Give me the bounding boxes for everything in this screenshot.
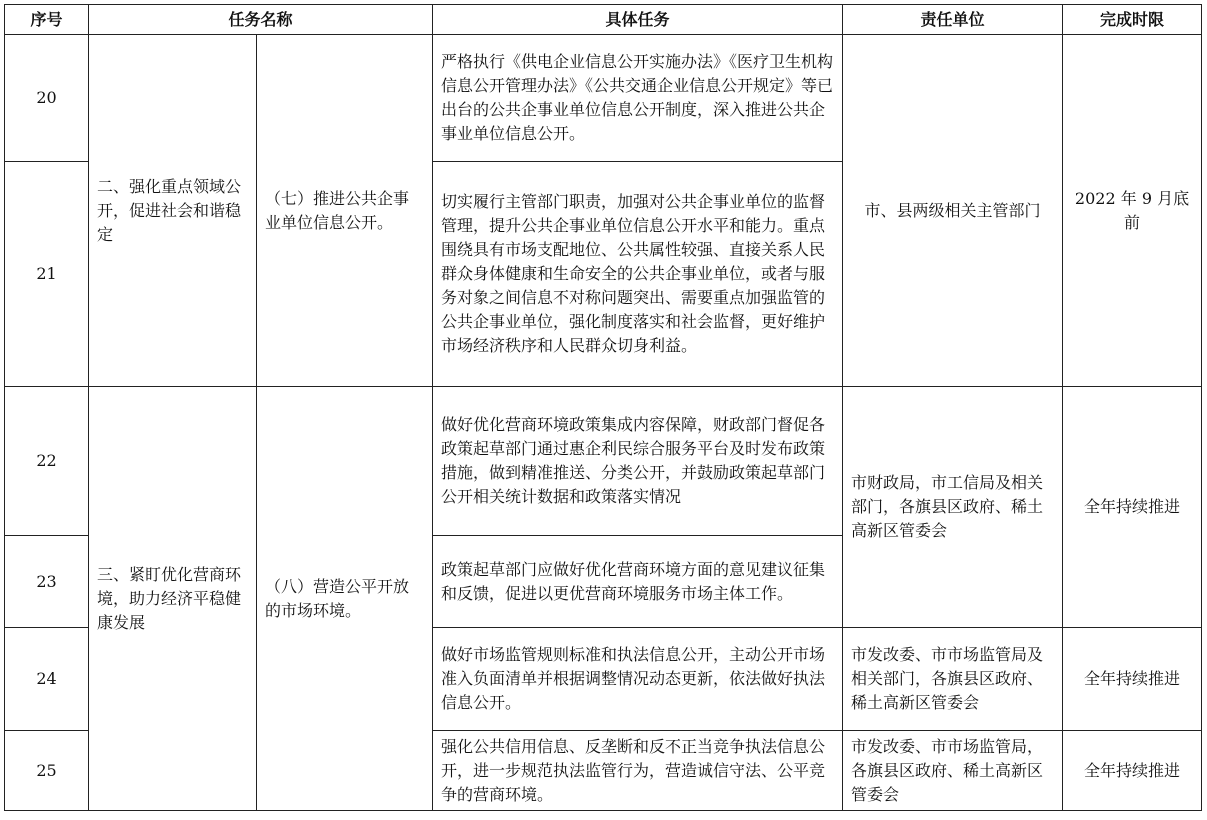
- header-task-name: 任务名称: [89, 5, 433, 35]
- task-cell: 强化公共信用信息、反垄断和反不正当竞争执法信息公开，进一步规范执法监管行为，营造诚信守法、公平竞争的营商环境。: [433, 731, 843, 811]
- category-cell: 二、强化重点领域公开，促进社会和谐稳定: [89, 35, 257, 387]
- deadline-cell: 全年持续推进: [1063, 731, 1202, 811]
- deadline-cell: 2022 年 9 月底前: [1063, 35, 1202, 387]
- task-table: [4, 4, 1202, 811]
- subtask-cell: （七）推进公共企事业单位信息公开。: [257, 35, 433, 387]
- header-responsible-unit: 责任单位: [843, 5, 1063, 35]
- row-number: 24: [5, 628, 89, 731]
- deadline-cell: 全年持续推进: [1063, 628, 1202, 731]
- responsible-unit-cell: 市发改委、市市场监管局，各旗县区政府、稀土高新区管委会: [843, 731, 1063, 811]
- task-cell: 政策起草部门应做好优化营商环境方面的意见建议征集和反馈，促进以更优营商环境服务市场主体工作。: [433, 536, 843, 628]
- table-row: [5, 35, 1202, 162]
- category-cell: 三、紧盯优化营商环境，助力经济平稳健康发展: [89, 387, 257, 811]
- header-deadline: 完成时限: [1063, 5, 1202, 35]
- responsible-unit-cell: 市发改委、市市场监管局及相关部门，各旗县区政府、稀土高新区管委会: [843, 628, 1063, 731]
- responsible-unit-cell: 市财政局，市工信局及相关部门，各旗县区政府、稀土高新区管委会: [843, 387, 1063, 628]
- row-number: 25: [5, 731, 89, 811]
- header-specific-task: 具体任务: [433, 5, 843, 35]
- row-number: 20: [5, 35, 89, 162]
- row-number: 22: [5, 387, 89, 536]
- subtask-cell: （八）营造公平开放的市场环境。: [257, 387, 433, 811]
- task-cell: 做好市场监管规则标准和执法信息公开，主动公开市场准入负面清单并根据调整情况动态更新，依法做好执法信息公开。: [433, 628, 843, 731]
- task-cell: 严格执行《供电企业信息公开实施办法》《医疗卫生机构信息公开管理办法》《公共交通企业信息公开规定》等已出台的公共企事业单位信息公开制度，深入推进公共企事业单位信息公开。: [433, 35, 843, 162]
- responsible-unit-cell: 市、县两级相关主管部门: [843, 35, 1063, 387]
- header-row: [5, 5, 1202, 35]
- task-cell: 切实履行主管部门职责，加强对公共企事业单位的监督管理，提升公共企事业单位信息公开水平和能力。重点围绕具有市场支配地位、公共属性较强、直接关系人民群众身体健康和生命安全的公共企事业单位，或者与服务对象之间信息不对称问题突出、需要重点加强监管的公共企事业单位，强化制度落实和社会监督，更好维护市场经济秩序和人民群众切身利益。: [433, 162, 843, 387]
- deadline-cell: 全年持续推进: [1063, 387, 1202, 628]
- header-seq: 序号: [5, 5, 89, 35]
- row-number: 23: [5, 536, 89, 628]
- table-row: [5, 387, 1202, 536]
- row-number: 21: [5, 162, 89, 387]
- task-cell: 做好优化营商环境政策集成内容保障，财政部门督促各政策起草部门通过惠企利民综合服务平台及时发布政策措施，做到精准推送、分类公开，并鼓励政策起草部门公开相关统计数据和政策落实情况: [433, 387, 843, 536]
